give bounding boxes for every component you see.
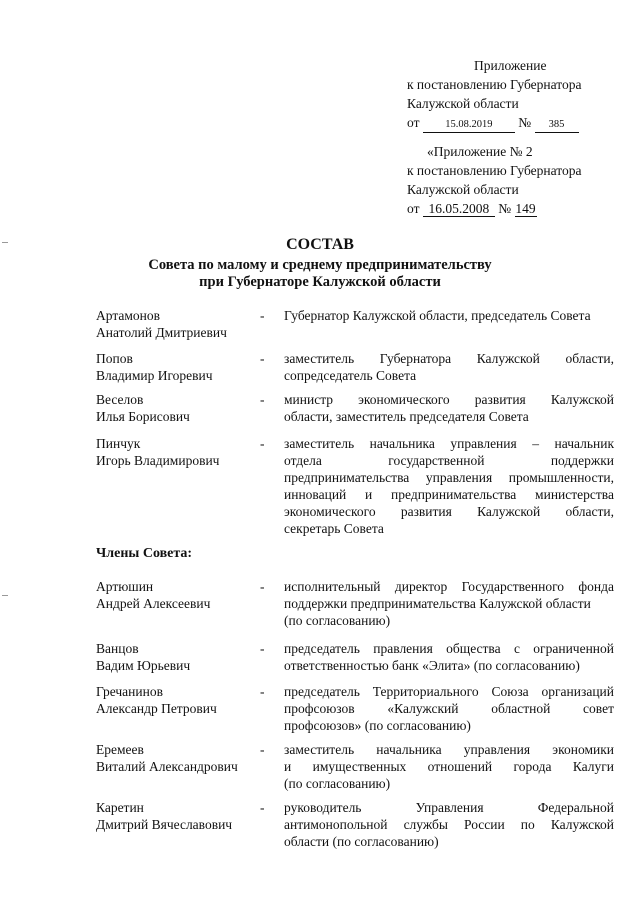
appendix-title: Приложение xyxy=(474,58,547,73)
appendix2-from-label: от xyxy=(407,201,420,216)
appendix2-line2: к постановлению Губернатора xyxy=(407,163,582,178)
appendix-line3: Калужской области xyxy=(407,96,519,111)
member-name xyxy=(96,741,256,775)
dash-separator: - xyxy=(260,436,265,451)
role-line: антимонопольной службы России по Калужской xyxy=(284,817,614,832)
role-line: секретарь Совета xyxy=(284,521,384,536)
role-line: председатель правления общества с ограниченной xyxy=(284,641,614,656)
given-names: Дмитрий Вячеславович xyxy=(96,817,233,832)
appendix-date: 15.08.2019 xyxy=(423,118,515,133)
appendix-from-label: от xyxy=(407,115,420,130)
person-name xyxy=(96,307,256,341)
dash-separator: - xyxy=(260,742,265,757)
appendix-num-label: № xyxy=(518,115,532,130)
role-line: предпринимательства управления промышленности, xyxy=(284,470,614,485)
dash-separator: - xyxy=(260,351,265,366)
role-line: заместитель начальника управления – начальник xyxy=(284,436,614,451)
appendix-line2: к постановлению Губернатора xyxy=(407,77,582,92)
surname: Пинчук xyxy=(96,436,141,451)
given-names: Илья Борисович xyxy=(96,409,190,424)
role-line: министр экономического развития Калужской xyxy=(284,392,614,407)
surname: Каретин xyxy=(96,800,144,815)
role-line: (по согласованию) xyxy=(284,613,391,628)
dash-separator: - xyxy=(260,641,265,656)
surname: Гречанинов xyxy=(96,684,163,699)
role-line: заместитель начальника управления экономики xyxy=(284,742,614,757)
members-heading: Члены Совета: xyxy=(96,546,193,561)
person-role xyxy=(284,391,614,425)
role-line: руководитель Управления Федеральной xyxy=(284,800,614,815)
appendix2-line3: Калужской области xyxy=(407,182,519,197)
role-line: области (по согласованию) xyxy=(284,834,439,849)
dash-separator: - xyxy=(260,392,265,407)
appendix2-date: 16.05.2008 xyxy=(423,202,495,217)
appendix-number: 385 xyxy=(535,118,579,133)
role-line: инноваций и предпринимательства министерства xyxy=(284,487,614,502)
role-line: поддержки предпринимательства Калужской области xyxy=(284,596,591,611)
document-title: СОСТАВ xyxy=(286,236,354,253)
surname: Артамонов xyxy=(96,308,161,323)
given-names: Александр Петрович xyxy=(96,701,217,716)
role-line: профсоюзов» (по согласованию) xyxy=(284,718,471,733)
surname: Веселов xyxy=(96,392,144,407)
appendix2-title: «Приложение № 2 xyxy=(427,144,533,159)
document-subtitle-line2: при Губернаторе Калужской области xyxy=(199,274,441,290)
person-name xyxy=(96,435,256,469)
dash-separator: - xyxy=(260,800,265,815)
appendix-header xyxy=(407,56,581,133)
person-role xyxy=(284,350,614,384)
role-line: и имущественных отношений города Калуги xyxy=(284,759,614,774)
given-names: Игорь Владимирович xyxy=(96,453,220,468)
member-role xyxy=(284,741,614,792)
appendix2-number: 149 xyxy=(515,201,536,216)
given-names: Виталий Александрович xyxy=(96,759,238,774)
dash-separator: - xyxy=(260,684,265,699)
given-names: Анатолий Дмитриевич xyxy=(96,325,227,340)
role-line: (по согласованию) xyxy=(284,776,391,791)
role-line: области, заместитель председателя Совета xyxy=(284,409,529,424)
role-line: сопредседатель Совета xyxy=(284,368,417,383)
member-name xyxy=(96,578,256,612)
role-line: Губернатор Калужской области, председатель Совета xyxy=(284,308,591,323)
given-names: Андрей Алексеевич xyxy=(96,596,211,611)
appendix2-num-label: № xyxy=(498,201,512,216)
given-names: Владимир Игоревич xyxy=(96,368,213,383)
role-line: председатель Территориального Союза организаций xyxy=(284,684,614,699)
given-names: Вадим Юрьевич xyxy=(96,658,191,673)
person-name xyxy=(96,350,256,384)
member-role xyxy=(284,578,614,629)
role-line: исполнительный директор Государственного фонда xyxy=(284,579,614,594)
scan-mark xyxy=(2,595,8,596)
role-line: ответственностью банк «Элита» (по согласованию) xyxy=(284,658,580,673)
document-subtitle-line1: Совета по малому и среднему предпринимательству xyxy=(148,257,492,273)
person-role xyxy=(284,307,614,324)
member-name xyxy=(96,640,256,674)
member-role xyxy=(284,683,614,734)
member-name xyxy=(96,683,256,717)
dash-separator: - xyxy=(260,579,265,594)
member-role xyxy=(284,799,614,850)
role-line: профсоюзов «Калужский областной совет xyxy=(284,701,614,716)
dash-separator: - xyxy=(260,308,265,323)
member-name xyxy=(96,799,256,833)
appendix2-header xyxy=(407,142,581,218)
appendix-date-line xyxy=(407,113,581,133)
person-role xyxy=(284,435,614,537)
surname: Попов xyxy=(96,351,133,366)
appendix2-date-line xyxy=(407,199,581,218)
surname: Ванцов xyxy=(96,641,139,656)
member-role xyxy=(284,640,614,674)
surname: Артюшин xyxy=(96,579,154,594)
role-line: отдела государственной поддержки xyxy=(284,453,614,468)
person-name xyxy=(96,391,256,425)
role-line: экономического развития Калужской области, xyxy=(284,504,614,519)
surname: Еремеев xyxy=(96,742,144,757)
role-line: заместитель Губернатора Калужской области, xyxy=(284,351,614,366)
